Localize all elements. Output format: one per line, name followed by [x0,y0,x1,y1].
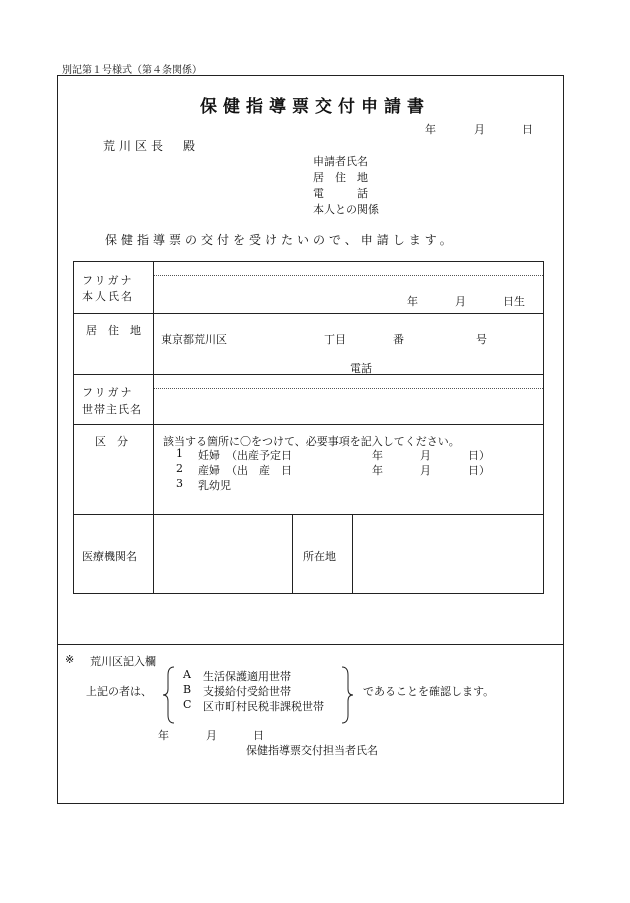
table-row-border [73,514,544,515]
table-top-border [73,261,544,262]
option-c-text: 区市町村民税非課税世帯 [203,700,324,713]
residence-label: 居 住 地 [86,324,141,337]
phone-label: 電話 [350,362,372,375]
table-right-border [543,261,544,593]
category-1-day: 日） [468,449,490,462]
address-prefix: 東京都荒川区 [161,333,227,346]
ward-lead-text: 上記の者は、 [86,685,152,698]
category-2-year: 年 [372,464,383,477]
right-brace [340,665,354,725]
table-cell-divider [352,514,353,593]
applicant-phone-label: 電 話 [313,187,368,200]
furigana-label: フリガナ [82,274,134,287]
person-name-label: 本人氏名 [82,290,134,303]
ward-note-mark: ※ [65,653,75,666]
medical-institution-label: 医療機関名 [82,550,137,563]
date-month-label: 月 [474,123,485,136]
option-b-text: 支援給付受給世帯 [203,685,291,698]
option-a-text: 生活保護適用世帯 [203,670,291,683]
category-2-detail: （出 産 日 [226,464,292,477]
birth-year-label: 年 [407,295,418,308]
table-cell-divider [292,514,293,593]
furigana-label: フリガナ [82,386,134,399]
category-2-name: 産婦 [198,464,220,477]
applicant-address-label: 居 住 地 [313,171,368,184]
table-row-border [73,424,544,425]
category-label: 区 分 [95,435,128,448]
birth-month-label: 月 [455,295,466,308]
ward-section-header: 荒川区記入欄 [90,655,156,668]
category-3-num: 3 [176,477,183,490]
applicant-name-label: 申請者氏名 [313,155,368,168]
option-c-letter: C [183,698,192,711]
ward-section-divider [57,644,564,645]
addressee: 荒川区長 殿 [103,139,200,153]
page-title: 保健指導票交付申請書 [200,97,430,117]
category-2-num: 2 [176,462,183,475]
category-1-name: 妊婦 [198,449,220,462]
table-bottom-border [73,593,544,594]
left-brace [162,665,176,725]
date-year-label: 年 [425,123,436,136]
chome-label: 丁目 [324,333,346,346]
category-1-year: 年 [372,449,383,462]
option-b-letter: B [183,683,192,696]
category-2-day: 日） [468,464,490,477]
go-label: 号 [476,333,487,346]
ward-date-year: 年 [158,729,169,742]
table-row-border [73,374,544,375]
category-2-month: 月 [420,464,431,477]
request-sentence: 保健指導票の交付を受けたいので、申請します。 [105,233,456,247]
table-row-border [73,313,544,314]
date-day-label: 日 [522,123,533,136]
furigana-line [154,388,543,389]
table-left-border [73,261,74,593]
location-label: 所在地 [303,550,336,563]
category-3-name: 乳幼児 [198,479,231,492]
category-1-num: 1 [176,447,183,460]
table-label-divider [153,261,154,593]
option-a-letter: A [183,668,191,681]
category-instruction: 該当する箇所に〇をつけて、必要事項を記入してください。 [163,435,460,448]
category-1-month: 月 [420,449,431,462]
ward-date-month: 月 [206,729,217,742]
ban-label: 番 [393,333,404,346]
household-head-label: 世帯主氏名 [82,403,142,416]
birth-day-label: 日生 [503,295,525,308]
furigana-line [154,275,543,276]
ward-date-day: 日 [253,729,264,742]
officer-name-label: 保健指導票交付担当者氏名 [246,744,378,757]
applicant-relation-label: 本人との関係 [313,203,379,216]
category-1-detail: （出産予定日 [226,449,292,462]
form-code: 別記第１号様式（第４条関係） [62,65,202,76]
confirm-text: であることを確認します。 [363,685,495,698]
